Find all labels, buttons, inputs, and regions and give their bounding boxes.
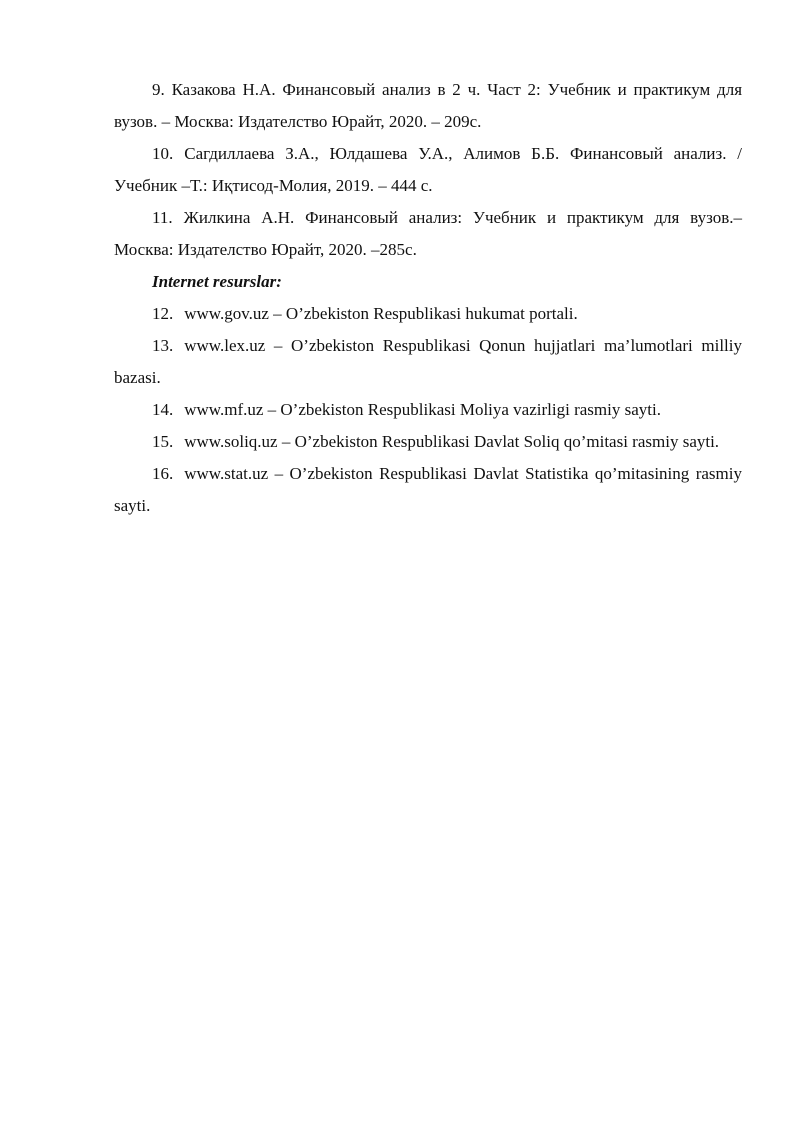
reference-item-16 (114, 458, 742, 522)
reference-item-15 (114, 426, 742, 458)
reference-text: www.mf.uz – O’zbekiston Respublikasi Moliya vazirligi rasmiy sayti. (184, 400, 661, 419)
reference-item-10 (114, 138, 742, 202)
reference-number: 16. (152, 464, 174, 483)
reference-text: www.soliq.uz – O’zbekiston Respublikasi Davlat Soliq qo’mitasi rasmiy sayti. (184, 432, 720, 451)
reference-text: Жилкина А.Н. Финансовый анализ: Учебник и практикум для вузов.– Москва: Издателство Юрайт, 2020. –285с. (114, 208, 742, 259)
reference-text: www.stat.uz – O’zbekiston Respublikasi Davlat Statistika qo’mitasining rasmiy sayti. (114, 464, 742, 515)
reference-text: www.lex.uz – O’zbekiston Respublikasi Qonun hujjatlari ma’lumotlari milliy bazasi. (114, 336, 742, 387)
reference-number: 15. (152, 432, 174, 451)
reference-item-11 (114, 202, 742, 266)
reference-number: 13. (152, 336, 174, 355)
reference-number: 9. (152, 80, 165, 99)
reference-item-14 (114, 394, 742, 426)
reference-list (114, 74, 742, 522)
reference-item-13 (114, 330, 742, 394)
reference-text: Казакова Н.А. Финансовый анализ в 2 ч. Част 2: Учебник и практикум для вузов. – Москва: Издателство Юрайт, 2020. – 209с. (114, 80, 743, 131)
reference-text: Сагдиллаева З.А., Юлдашева У.А., Алимов Б.Б. Финансовый анализ. /Учебник –Т.: Иқтисод-Молия, 2019. – 444 с. (114, 144, 742, 195)
reference-item-12 (114, 298, 742, 330)
reference-text: www.gov.uz – O’zbekiston Respublikasi hukumat portali. (184, 304, 578, 323)
reference-number: 14. (152, 400, 174, 419)
reference-number: 11. (152, 208, 173, 227)
reference-number: 10. (152, 144, 174, 163)
reference-number: 12. (152, 304, 174, 323)
internet-resources-heading: Internet resurslar: (152, 272, 282, 291)
reference-item-9 (114, 74, 742, 138)
